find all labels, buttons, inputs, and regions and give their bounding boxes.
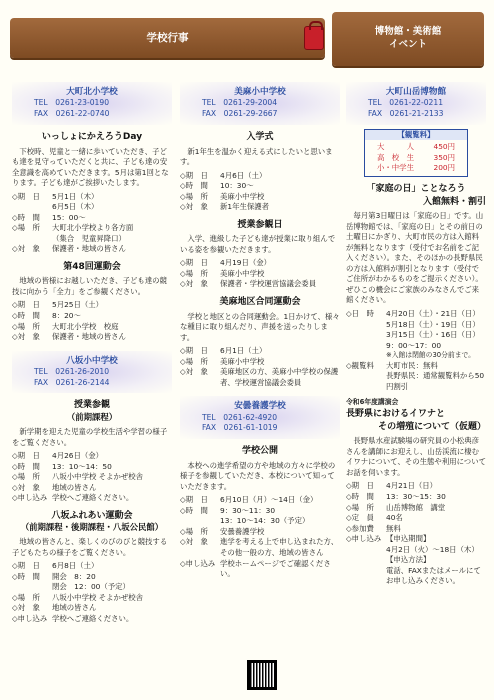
value: （集合 児童昇降口） bbox=[52, 233, 126, 243]
label: ◇時 間 bbox=[12, 571, 40, 581]
school-header bbox=[180, 82, 340, 125]
value: 八坂小中学校 そよかぜ校舎 bbox=[52, 592, 144, 602]
label: ◇日 時 bbox=[346, 309, 374, 318]
school-name: 大町北小学校 bbox=[66, 87, 118, 97]
value: 5月18日（土）・19日（日） bbox=[386, 319, 480, 329]
value: 5月25日（土） bbox=[52, 300, 104, 310]
label: ◇場 所 bbox=[12, 472, 40, 482]
museum-tel: TEL 0261-22-0211 bbox=[368, 98, 444, 108]
label: ◇対 象 bbox=[180, 202, 208, 212]
label: ◇場 所 bbox=[12, 223, 40, 233]
label: ◇対 象 bbox=[12, 244, 40, 254]
fee-label: 小・中学生 bbox=[377, 163, 414, 173]
value: 8：20～ bbox=[52, 311, 81, 320]
event-body: 新学期を迎えた児童の学校生活や学習の様子をご覧ください。 bbox=[12, 427, 168, 447]
event-subtitle: （前期課程・後期課程・八坂公民館） bbox=[20, 522, 164, 533]
event-title: 入学式 bbox=[246, 131, 274, 142]
note: ※入館は閉館の30分前まで。 bbox=[386, 351, 475, 360]
value: 長野県民：通常観覧料から50円割引 bbox=[386, 371, 485, 391]
value: 新1年生保護者 bbox=[220, 202, 270, 212]
event-body: 長野県水産試験場の研究員の小松典彦さんを講師にお迎えし、山岳渓流に棲むイワナについて、その生態や利用についてお話を伺います。 bbox=[346, 436, 486, 477]
column-2 bbox=[180, 82, 340, 580]
value: 6月8日（土） bbox=[52, 561, 99, 571]
value: 美麻小中学校 bbox=[220, 356, 265, 366]
label: ◇期 日 bbox=[180, 495, 208, 505]
school-tel: TEL 0261-23-0190 bbox=[34, 98, 110, 108]
label: ◇期 日 bbox=[12, 300, 40, 310]
value: 無料 bbox=[386, 523, 401, 533]
banner-title-line2: イベント bbox=[388, 39, 427, 50]
fee-price: 200円 bbox=[433, 163, 455, 173]
label: ◇時 間 bbox=[180, 181, 208, 191]
value: 安曇養護学校 bbox=[220, 526, 265, 536]
value: 八坂小中学校 そよかぜ校舎 bbox=[52, 472, 144, 482]
value: 4月2日（火）～18日（木） bbox=[386, 544, 479, 554]
value: 大町北小学校より各方面 bbox=[52, 223, 134, 233]
column-3 bbox=[346, 82, 486, 587]
school-fax: FAX 0261-61-1019 bbox=[202, 423, 278, 433]
label: ◇期 日 bbox=[346, 481, 374, 491]
value: 6月10日（月）～14日（金） bbox=[220, 495, 318, 505]
value: 保護者・地域の皆さん bbox=[52, 244, 126, 254]
label: ◇場 所 bbox=[12, 321, 40, 331]
label: ◇対 象 bbox=[12, 603, 40, 613]
column-1 bbox=[12, 82, 172, 624]
value: 6月1日（土） bbox=[220, 346, 267, 356]
label: ◇定 員 bbox=[346, 513, 374, 523]
event-title-line2: 入館無料・割引 bbox=[422, 196, 486, 207]
label: ◇期 日 bbox=[180, 170, 208, 180]
value: 保護者・学校運営協議会委員 bbox=[220, 279, 317, 289]
value: 13：10～14：50 bbox=[52, 461, 112, 471]
event-body: 入学、進級した子ども達が授業に取り組んでいる姿を参観いただきます。 bbox=[180, 234, 336, 254]
museum-name: 大町山岳博物館 bbox=[385, 87, 447, 97]
value: 6月5日（木） bbox=[52, 202, 99, 212]
value: 10：30～ bbox=[220, 181, 254, 191]
value: 美麻小中学校 bbox=[220, 268, 265, 278]
school-tel: TEL 0261-26-2010 bbox=[34, 366, 110, 376]
label: ◇期 日 bbox=[12, 191, 40, 201]
school-tel: TEL 0261-29-2004 bbox=[202, 98, 278, 108]
label: ◇場 所 bbox=[180, 526, 208, 536]
label: ◇場 所 bbox=[180, 268, 208, 278]
event-title: 「家庭の日」ことなろう bbox=[366, 183, 466, 194]
value: 13：10～14：30（予定） bbox=[220, 516, 310, 526]
fee-row bbox=[369, 163, 463, 174]
event-body: 本校への進学希望の方や地域の方々に学校の様子を参観していただき、本校について知っていただきます。 bbox=[180, 460, 336, 491]
event-title: 美麻地区合同運動会 bbox=[219, 296, 301, 307]
event-title: 八坂ふれあい運動会 bbox=[51, 510, 133, 521]
event-subtitle: （前期課程） bbox=[66, 412, 118, 423]
event-body: 地域の皆様にお越しいただき、子ども達の競技に向かう「全力」をご参観ください。 bbox=[12, 276, 167, 296]
event-title-line2: その増殖について（仮題） bbox=[378, 421, 486, 432]
value: 【申込期間】 bbox=[386, 534, 431, 544]
banner-title: 学校行事 bbox=[146, 31, 189, 44]
label: ◇申し込み bbox=[346, 534, 382, 544]
school-name: 美麻小中学校 bbox=[234, 87, 286, 97]
fee-table bbox=[364, 129, 468, 177]
event-title: いっしょにかえろうDay bbox=[41, 131, 143, 142]
value: 進学を考える上で申し込まれた方、その他一般の方、地域の皆さん bbox=[220, 537, 339, 557]
school-tel: TEL 0261-62-4920 bbox=[202, 412, 278, 422]
school-header bbox=[12, 351, 172, 394]
museum-fax: FAX 0261-21-2133 bbox=[368, 108, 444, 118]
label: ◇対 象 bbox=[12, 482, 40, 492]
label: ◇期 日 bbox=[180, 258, 208, 268]
value: 3月15日（土）・16日（日） bbox=[386, 330, 480, 340]
school-fax: FAX 0261-22-0740 bbox=[34, 108, 110, 118]
value: 15：00～ bbox=[52, 212, 86, 222]
event-body: 新1年生を温かく迎える式にしたいと思います。 bbox=[180, 146, 333, 167]
value: 美麻小中学校 bbox=[220, 191, 265, 201]
value: 4月19日（金） bbox=[220, 258, 272, 268]
school-events-banner bbox=[10, 18, 325, 58]
value: 開会 8：20 bbox=[52, 571, 96, 581]
value: 学校へご連絡ください。 bbox=[52, 493, 134, 503]
label: ◇時 間 bbox=[12, 212, 40, 222]
museum-events-banner bbox=[332, 12, 484, 66]
event-pretitle: 令和6年度講演会 bbox=[346, 398, 399, 407]
event-title: 授業参観日 bbox=[237, 219, 283, 230]
fee-label: 大 人 bbox=[377, 142, 414, 152]
label: ◇申し込み bbox=[12, 493, 48, 503]
school-header bbox=[180, 396, 340, 439]
school-header bbox=[12, 82, 172, 125]
value: 学校ホームページでご確認ください。 bbox=[220, 558, 331, 579]
label: ◇期 日 bbox=[180, 346, 208, 356]
value: 美麻地区の方、美麻小中学校の保護者、学校運営協議会委員 bbox=[220, 367, 339, 387]
fee-price: 450円 bbox=[433, 142, 455, 152]
label: ◇期 日 bbox=[12, 561, 40, 571]
label: ◇場 所 bbox=[180, 356, 208, 366]
value: 4月21日（日） bbox=[386, 481, 438, 491]
value: 閉会 12：00（予定） bbox=[52, 582, 130, 592]
value: 地域の皆さん bbox=[52, 603, 97, 613]
label: ◇申し込み bbox=[180, 558, 216, 568]
label: ◇時 間 bbox=[12, 461, 40, 471]
banner-title-line1: 博物館・美術館 bbox=[374, 26, 442, 38]
value: 9：30～11：30 bbox=[220, 505, 276, 515]
label: ◇対 象 bbox=[12, 332, 40, 342]
label: ◇場 所 bbox=[12, 592, 40, 602]
label: ◇対 象 bbox=[180, 537, 208, 547]
event-body: 下校時、児童と一緒に歩いていただき、子ども達を見守っていただくと共に、子ども達の安全意識を高めていただきます。5月は第1回となります。子ども達がご挨拶いたします。 bbox=[12, 146, 169, 188]
label: ◇場 所 bbox=[180, 191, 208, 201]
value: 9：00～17：00 bbox=[386, 340, 442, 350]
value: 大町北小学校 校庭 bbox=[52, 321, 119, 331]
event-body: 地域の皆さんと、楽しくのびのびと競技する子どもたちの様子をご覧ください。 bbox=[12, 537, 168, 557]
label: ◇参加費 bbox=[346, 523, 374, 533]
value: 40名 bbox=[386, 513, 403, 523]
label: ◇申し込み bbox=[12, 613, 48, 623]
event-title: 授業参観 bbox=[73, 400, 110, 411]
fee-price: 350円 bbox=[433, 152, 455, 162]
event-body: 毎月第3日曜日は「家庭の日」です。山岳博物館では、「家庭の日」とその前日の土曜日にかぎり、大町市民の方は入館料が無料となります（受付でお名前をご記入ください）。また、そのほかの長野県民の方は入館料が割引となります（受付でご住所がわかるものをご提示ください）。ぜひこの機会にご家族のみなさんでご来館ください。 bbox=[346, 211, 484, 305]
value: 学校へご連絡ください。 bbox=[52, 613, 134, 623]
value: 大町市民：無料 bbox=[386, 360, 438, 370]
value: 4月26日（金） bbox=[52, 451, 104, 461]
label: ◇観覧料 bbox=[346, 360, 374, 370]
label: ◇対 象 bbox=[180, 279, 208, 289]
value: 5月1日（木） bbox=[52, 191, 99, 201]
value: 地域の皆さん bbox=[52, 482, 97, 492]
fee-row bbox=[369, 153, 463, 164]
label: ◇期 日 bbox=[12, 451, 40, 461]
event-title: 学校公開 bbox=[241, 446, 278, 457]
value: 4月6日（土） bbox=[220, 170, 267, 180]
event-body: 学校と地区との合同運動会。1日かけて、様々な種目に取り組んだり、声援を送ったりします。 bbox=[180, 311, 340, 342]
label: ◇対 象 bbox=[180, 367, 208, 377]
qr-code-icon[interactable] bbox=[247, 660, 277, 690]
value: 【申込方法】 bbox=[386, 555, 431, 565]
label: ◇時 間 bbox=[12, 311, 40, 320]
school-bag-icon bbox=[304, 26, 324, 50]
label: ◇場 所 bbox=[346, 502, 374, 512]
label: ◇時 間 bbox=[180, 505, 208, 515]
value: 13：30～15：30 bbox=[386, 492, 446, 501]
value: 4月20日（土）・21日（日） bbox=[386, 309, 480, 318]
school-name: 八坂小中学校 bbox=[66, 355, 118, 366]
value: 山岳博物館 講堂 bbox=[386, 502, 446, 512]
fee-row bbox=[369, 142, 463, 153]
fee-label: 高 校 生 bbox=[377, 152, 414, 162]
event-title: 長野県におけるイワナと bbox=[346, 408, 446, 419]
school-fax: FAX 0261-26-2144 bbox=[34, 377, 110, 387]
event-title: 第48回運動会 bbox=[63, 261, 121, 272]
fee-heading: 【観覧料】 bbox=[365, 130, 467, 141]
school-fax: FAX 0261-29-2667 bbox=[202, 108, 278, 118]
museum-header bbox=[346, 82, 486, 125]
value: 保護者・地域の皆さん bbox=[52, 332, 126, 342]
label: ◇時 間 bbox=[346, 492, 374, 501]
value: 電話、FAXまたはメールにてお申し込みください。 bbox=[386, 565, 481, 586]
school-name: 安曇養護学校 bbox=[234, 401, 286, 412]
